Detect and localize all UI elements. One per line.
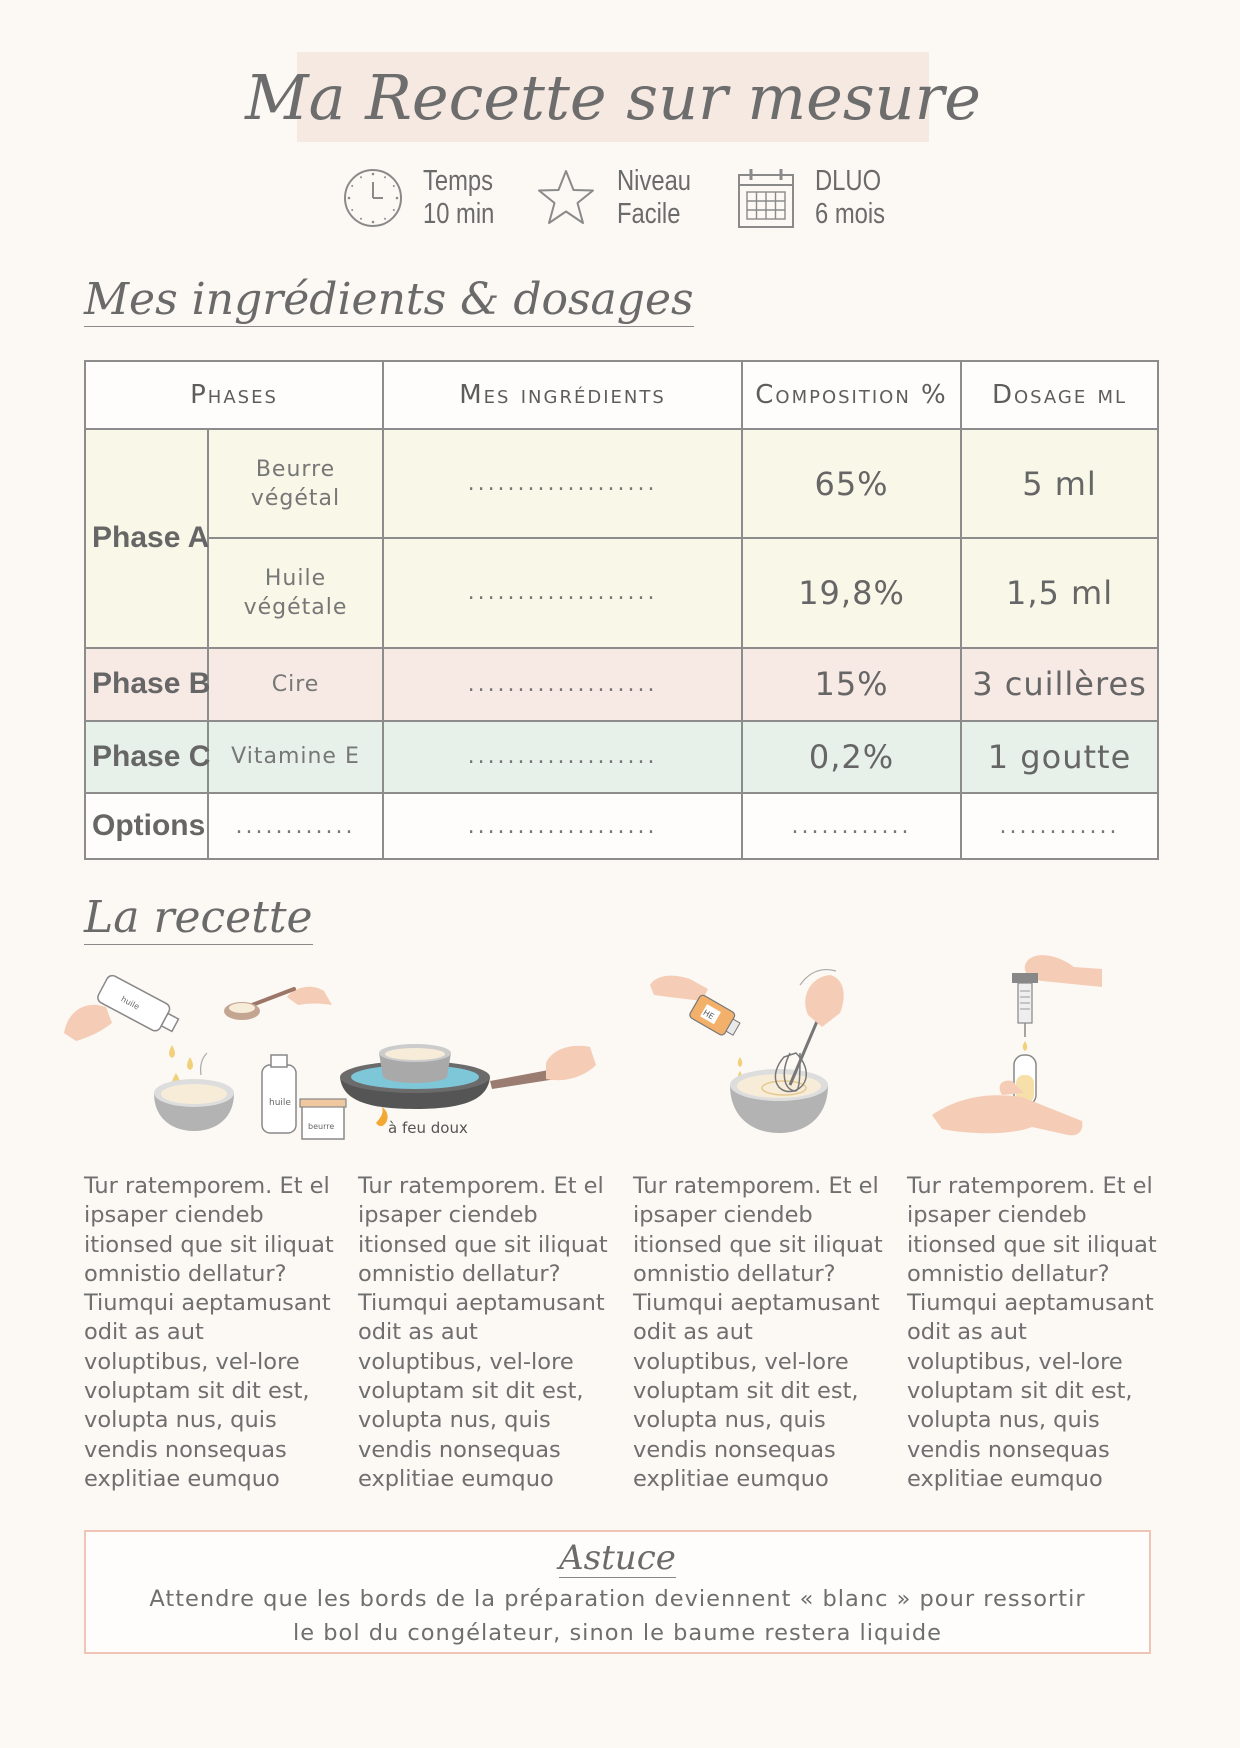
tip-box [84, 1530, 1151, 1654]
meta-dluo-label: DLUO [815, 165, 882, 197]
title-band [245, 52, 981, 142]
meta-time [343, 165, 510, 231]
ingredient-name: Vitamine E [208, 721, 383, 794]
ingredients-heading: Mes ingrédients & dosages [84, 276, 694, 327]
dosage-value: 1,5 ml [961, 538, 1158, 647]
my-ingredient-field[interactable]: ................... [383, 648, 742, 721]
clock-icon [343, 168, 403, 228]
step4-illustration [932, 945, 1172, 1145]
step-illustrations [62, 945, 1172, 1145]
tip-line-2: le bol du congélateur, sinon le baume restera liquide [293, 1620, 942, 1647]
my-ingredient-field[interactable]: ................... [383, 793, 742, 859]
heat-caption: à feu doux [388, 1119, 468, 1137]
composition-value: 19,8% [742, 538, 961, 647]
meta-time-label: Temps [423, 165, 494, 197]
step-text-3: Tur ratemporem. Et el ipsaper ciendeb itionsed que sit iliquat omnistio dellatur? Tiumqui aeptamusant odit as aut voluptibus, vel-lore voluptam sit dit est, volupta nus, quis vendis nonsequas explitiae eumquo [633, 1173, 883, 1492]
phase-label: Phase C [85, 721, 208, 794]
table-header-row [85, 361, 1158, 429]
my-ingredient-field[interactable]: ................... [383, 721, 742, 794]
calendar-icon [737, 167, 795, 229]
page-title: Ma Recette sur mesure [245, 60, 981, 134]
butter-jar-label: beurre [308, 1122, 335, 1131]
step2-illustration [340, 945, 640, 1145]
dosage-value: 1 goutte [961, 721, 1158, 794]
table-row [85, 793, 1158, 859]
option-ingredient-field[interactable]: ............ [208, 793, 383, 859]
ingredient-name: Cire [208, 648, 383, 721]
meta-level-value: Facile [617, 198, 681, 230]
phase-label: Phase A [85, 429, 208, 648]
meta-time-value: 10 min [423, 198, 495, 230]
tip-title: Astuce [559, 1538, 676, 1578]
ingredients-table [84, 360, 1159, 860]
ingredient-name: Huile végétale [208, 538, 383, 647]
recipe-heading: La recette [84, 894, 313, 945]
composition-value: 15% [742, 648, 961, 721]
table-row [85, 538, 1158, 647]
phase-label: Phase B [85, 648, 208, 721]
dosage-value: 3 cuillères [961, 648, 1158, 721]
composition-value: 0,2% [742, 721, 961, 794]
composition-value: 65% [742, 429, 961, 538]
step1-illustration [62, 945, 362, 1145]
star-icon [535, 168, 597, 228]
option-composition-field[interactable]: ............ [742, 793, 961, 859]
meta-level [535, 165, 707, 231]
my-ingredient-field[interactable]: ................... [383, 429, 742, 538]
option-dosage-field[interactable]: ............ [961, 793, 1158, 859]
header-dosage: Dosage ml [961, 361, 1158, 429]
oil-bottle-label: huile [119, 994, 141, 1012]
step-text-2: Tur ratemporem. Et el ipsaper ciendeb itionsed que sit iliquat omnistio dellatur? Tiumqui aeptamusant odit as aut voluptibus, vel-lore voluptam sit dit est, volupta nus, quis vendis nonsequas explitiae eumquo [358, 1173, 608, 1492]
table-row [85, 648, 1158, 721]
step3-illustration [650, 945, 880, 1145]
step-text-4: Tur ratemporem. Et el ipsaper ciendeb itionsed que sit iliquat omnistio dellatur? Tiumqui aeptamusant odit as aut voluptibus, vel-lore voluptam sit dit est, volupta nus, quis vendis nonsequas explitiae eumquo [907, 1173, 1157, 1492]
table-row [85, 429, 1158, 538]
dosage-value: 5 ml [961, 429, 1158, 538]
meta-dluo-value: 6 mois [815, 198, 886, 230]
my-ingredient-field[interactable]: ................... [383, 538, 742, 647]
essential-oil-label: HE [701, 1008, 716, 1022]
table-row [85, 721, 1158, 794]
phase-label: Options [85, 793, 208, 859]
step-text-1: Tur ratemporem. Et el ipsaper ciendeb itionsed que sit iliquat omnistio dellatur? Tiumqui aeptamusant odit as aut voluptibus, vel-lore voluptam sit dit est, volupta nus, quis vendis nonsequas explitiae eumquo [84, 1173, 334, 1492]
meta-dluo [737, 165, 900, 231]
small-oil-bottle-label: huile [269, 1098, 291, 1108]
header-composition: Composition % [742, 361, 961, 429]
header-phases: Phases [85, 361, 383, 429]
meta-level-label: Niveau [617, 165, 692, 197]
ingredient-name: Beurre végétal [208, 429, 383, 538]
header-ingredients: Mes ingrédients [383, 361, 742, 429]
tip-line-1: Attendre que les bords de la préparation deviennent « blanc » pour ressortir [149, 1586, 1086, 1613]
